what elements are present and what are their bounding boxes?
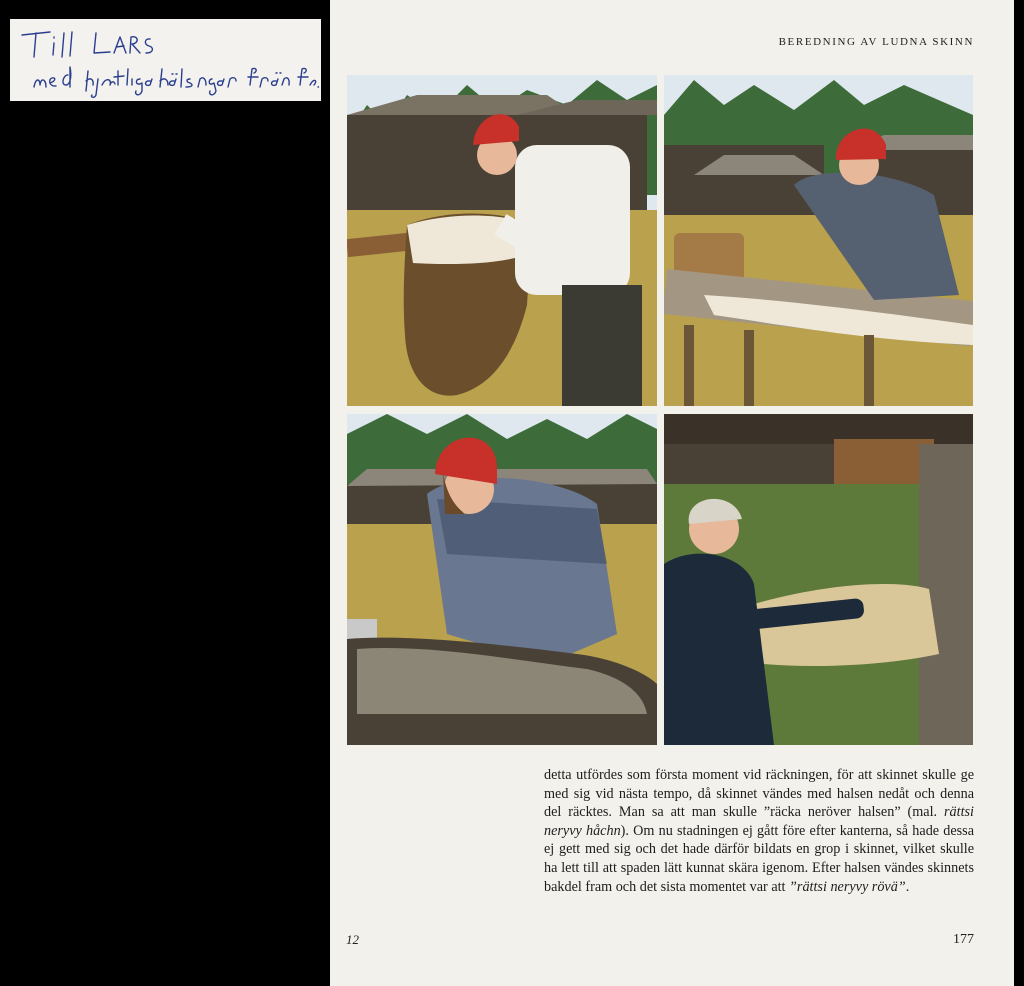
body-text-part-3: .: [905, 878, 910, 895]
handwritten-signature: [10, 19, 321, 101]
dialect-phrase-2: ”rättsi neryvy rövä”: [789, 878, 906, 895]
page-number: 177: [953, 932, 974, 947]
photo-bottom-right: [664, 414, 973, 745]
photo-top-left: [347, 75, 657, 406]
handwritten-dedication-note: [10, 19, 321, 101]
photo-top-right: [664, 75, 973, 406]
photo-bottom-left: [347, 414, 657, 745]
page-right-margin: [1014, 0, 1024, 986]
body-text-part-1: detta utfördes som första moment vid räckningen, för att skinnet skulle ge med sig vid nästa tempo, då skinnet vändes med halsen nedåt och denna del räcktes. Man sa att man skulle ”räcka neröver halsen” (mal.: [544, 767, 974, 821]
body-text-part-2: ). Om nu stadningen ej gått före efter kanterna, så hade dessa ej gett med sig och det hade därför bildats en grop i skinnet, vilket skulle ha lett till att spaden lätt kunnat skära igenom. Efter halsen vändes skinnets bakdel fram och det sista momentet var att: [544, 822, 974, 895]
body-text: [544, 766, 974, 896]
dialect-phrase-1: rättsi neryvy håchn: [544, 804, 974, 839]
running-head: BEREDNING AV LUDNA SKINN: [778, 36, 974, 48]
folio-left: 12: [346, 932, 359, 947]
